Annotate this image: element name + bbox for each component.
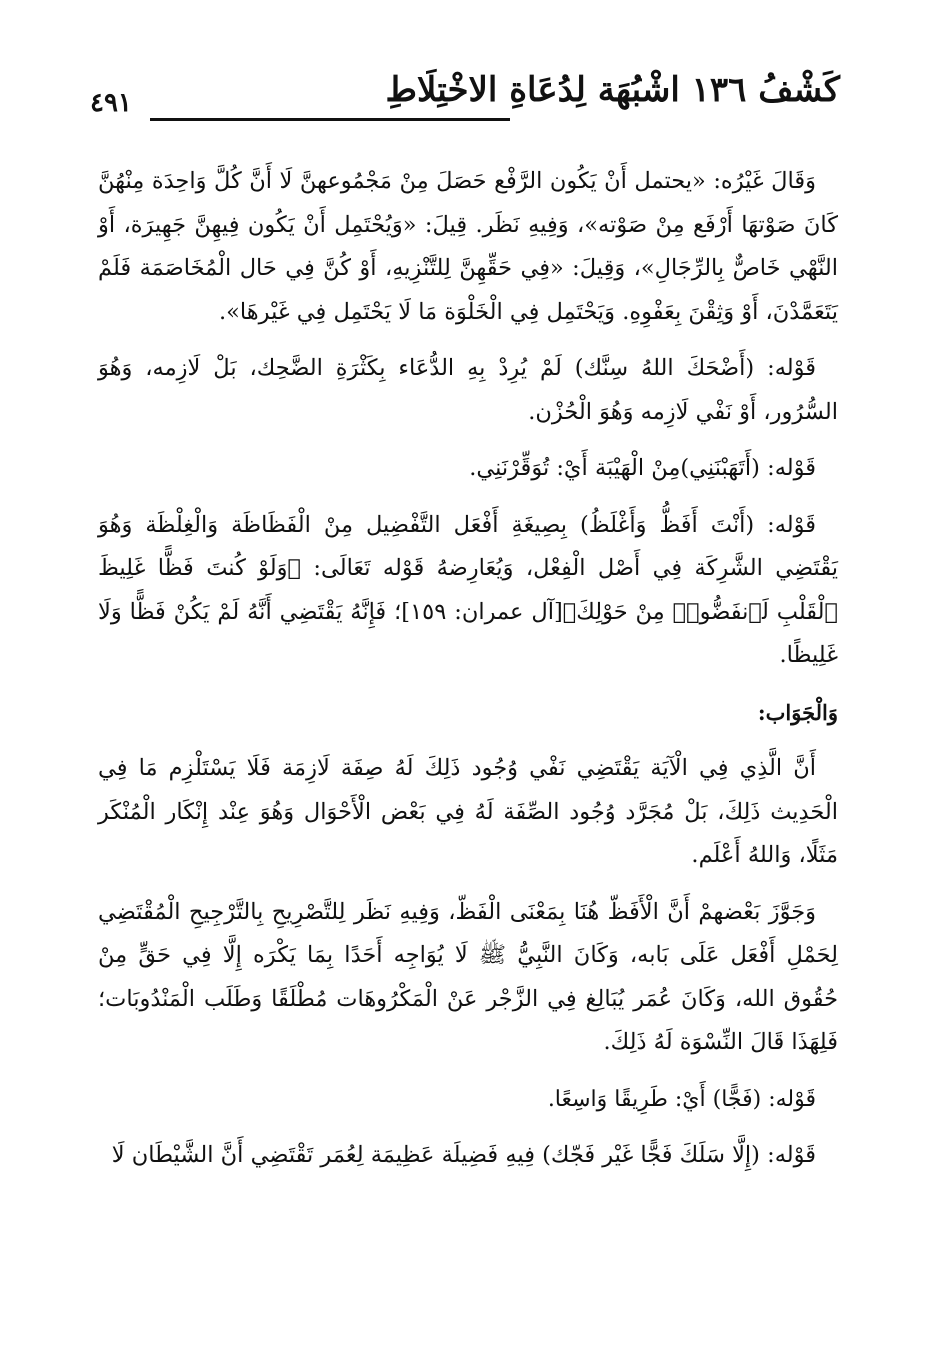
header-rule: [150, 118, 510, 121]
answer-paragraph-2: وَجَوَّزَ بَعْضهمْ أَنَّ الْأَفَظّ هُنَا بِمَعْنَى الْفَظّ، وَفِيهِ نَظَر لِلتَّصْرِيحِ بِالتَّرْجِيحِ الْمُقْتَضِي لِحَمْلِ أَفْعَل عَلَى بَابه، وَكَانَ النَّبِيُّ ﷺ لَا يُوَاجِه أَحَدًا بِمَا يَكْرَه إِلَّا فِي حَقٍّ مِنْ حُقُوق الله، وَكَانَ عُمَر يُبَالِغ فِي الزَّجْر عَنْ الْمَكْرُوهَات مُطْلَقًا وَطَلَب الْمَنْدُوبَات؛ فَلِهَذَا قَالَ النِّسْوَة لَهُ ذَلِكَ.: [98, 898, 838, 1055]
answer-paragraph-4: قَوْله: (إِلَّا سَلَكَ فَجًّا غَيْر فَجّك) فِيهِ فَضِيلَة عَظِيمَة لِعُمَر تَقْتَضِي أَنَّ الشَّيْطَان لَا: [111, 1142, 816, 1168]
page-header: [90, 60, 840, 130]
paragraph-4: قَوْله: (أَنْتَ أَفَظُّ وَأَغْلَظُ) بِصِيغَةِ أَفْعَل التَّفْضِيل مِنْ الْفَظَاظَة وَالْغِلْظَة وَهُوَ يَقْتَضِي الشَّرِكَة فِي أَصْل الْفِعْل، وَيُعَارِضهُ قَوْله تَعَالَى: ﴿وَلَوْ كُنتَ فَظًّا غَلِيظَ ٱلْقَلْبِ لَٱنفَضُّوا۟ مِنْ حَوْلِكَ﴾[آل عمران: ١٥٩]؛ فَإِنَّهُ يَقْتَضِي أَنَّهُ لَمْ يَكُنْ فَظًّا وَلَا غَلِيظًا.: [98, 511, 839, 668]
page-number: ٤٩١: [90, 88, 132, 118]
answer-heading: وَالْجَوَاب:: [757, 699, 838, 725]
book-title: كَشْفُ ١٣٦ اشْبُهَة لِدُعَاةِ الاخْتِلَاطِ: [385, 70, 840, 110]
paragraph-1: وَقَالَ غَيْرُه: «يحتمل أَنْ يَكُون الرَّفْع حَصَلَ مِنْ مَجْمُوعهنَّ لَا أَنَّ كُلَّ وَاحِدَة مِنْهُنَّ كَانَ صَوْتهَا أَرْفَع مِنْ صَوْته»، وَفِيهِ نَظَر. قِيلَ: «وَيُحْتَمِل أَنْ يَكُون فِيهِنَّ جَهِيرَة، أَوْ النَّهْي خَاصٌّ بِالرِّجَالِ»، وَقِيلَ: «فِي حَقِّهِنَّ لِلتَّنْزِيهِ، أَوْ كُنَّ فِي حَال الْمُخَاصَمَة فَلَمْ يَتَعَمَّدْنَ، أَوْ وَثِقْنَ بِعَفْوِهِ. وَيَحْتَمِل فِي الْخَلْوَة مَا لَا يَحْتَمِل فِي غَيْرهَا».: [98, 168, 838, 325]
paragraph-3: قَوْله: (أَتَهَبْنَنِي)مِنْ الْهَيْبَة أَيْ: تُوَقِّرْنَنِي.: [469, 455, 816, 481]
paragraph-2: قَوْله: (أَضْحَكَ اللهُ سِنَّك) لَمْ يُرِدْ بِهِ الدُّعَاء بِكَثْرَةِ الضَّحِك، بَلْ لَازِمه، وَهُوَ السُّرُور، أَوْ نَفْي لَازِمه وَهُوَ الْحُزْن.: [98, 355, 838, 425]
answer-paragraph-3: قَوْله: (فَجًّا) أَيْ: طَرِيقًا وَاسِعًا.: [547, 1086, 816, 1112]
page-body: [98, 160, 838, 1191]
answer-paragraph-1: أَنَّ الَّذِي فِي الْآيَة يَقْتَضِي نَفْي وُجُود ذَلِكَ لَهُ صِفَة لَازِمَة فَلَا يَسْتَلْزِم مَا فِي الْحَدِيث ذَلِكَ، بَلْ مُجَرَّد وُجُود الصِّفَة لَهُ فِي بَعْض الْأَحْوَال وَهُوَ عِنْد إِنْكَار الْمُنْكَر مَثَلًا، وَاللهُ أَعْلَم.: [98, 755, 838, 868]
